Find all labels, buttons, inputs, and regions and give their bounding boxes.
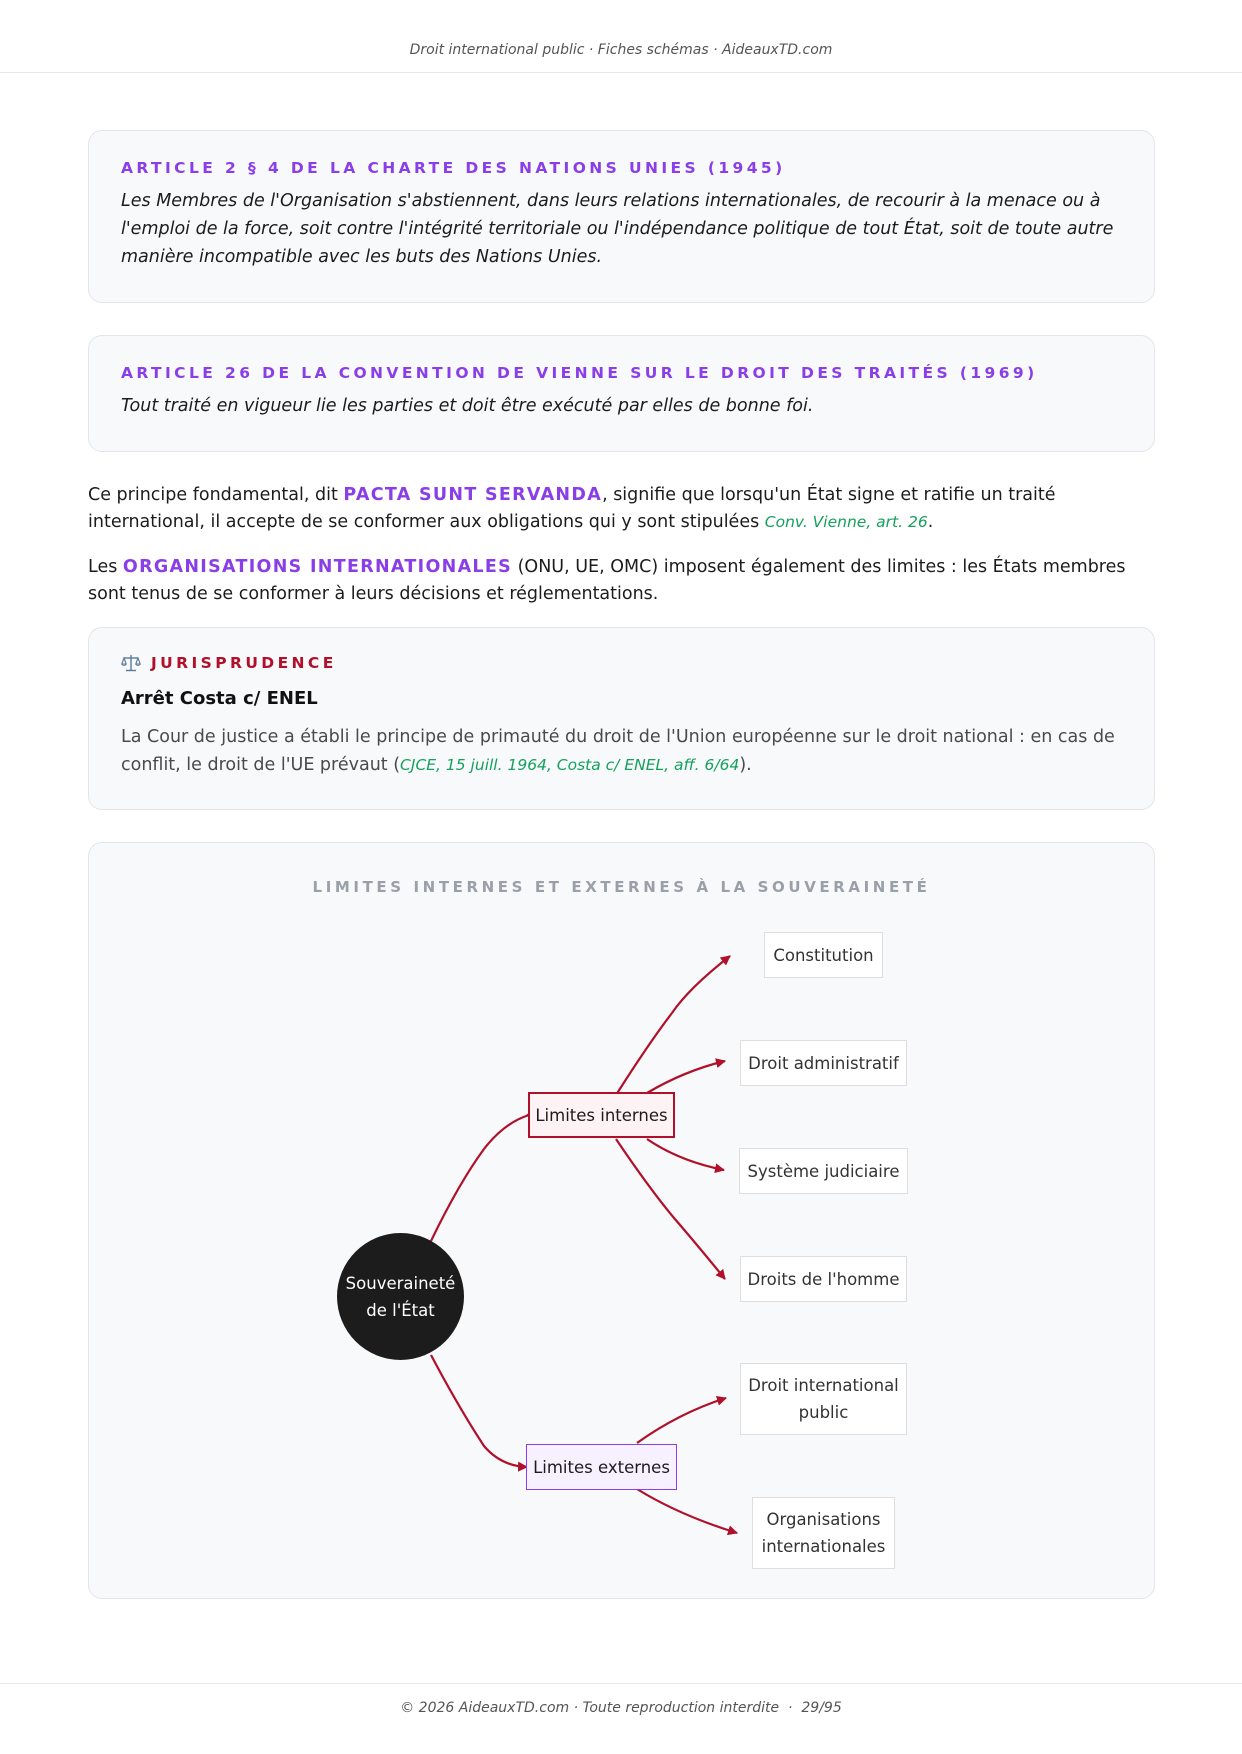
copyright-text: © 2026 AideauxTD.com · Toute reproduction interdite: [400, 1700, 780, 1716]
jurisprudence-header: [121, 654, 1122, 672]
page-header: [0, 0, 1242, 73]
node-constitution: [764, 932, 883, 978]
paragraph-organisations: [88, 554, 1158, 608]
arrow-internal-administratif: [647, 1061, 725, 1093]
arrow-internal-constitution: [616, 956, 730, 1095]
sovereignty-diagram: [88, 842, 1155, 1599]
quote-box-vienne: [88, 335, 1155, 452]
paragraph-pacta: [88, 482, 1158, 536]
arrow-external-dip: [637, 1398, 726, 1443]
quote-title: ARTICLE 2 § 4 DE LA CHARTE DES NATIONS UNIES (1945): [121, 159, 786, 177]
text: ).: [739, 755, 752, 775]
keyword-organisations: ORGANISATIONS INTERNATIONALES: [122, 557, 513, 577]
node-organisations-internationales: [752, 1497, 895, 1569]
node-line1: Organisations: [766, 1510, 881, 1529]
node-droit-administratif: [740, 1040, 907, 1086]
case-name: Arrêt Costa c/ ENEL: [121, 688, 318, 709]
node-line2: internationales: [761, 1537, 886, 1556]
node-label: Droit administratif: [748, 1053, 899, 1073]
text: , signifie que lorsqu'un État signe et ratifie un traité international, il accepte de se conformer aux obligations qui y sont stipulées: [88, 485, 1056, 532]
page-footer: [0, 1683, 1242, 1754]
quote-box-charte: [88, 130, 1155, 303]
arrow-root-internal: [431, 1115, 529, 1241]
quote-text: Tout traité en vigueur lie les parties et doit être exécuté par elles de bonne foi.: [121, 396, 814, 416]
root-line2: de l'État: [366, 1300, 435, 1320]
arrow-internal-droits: [616, 1139, 725, 1279]
arrow-external-oi: [637, 1489, 737, 1533]
keyword-pacta: PACTA SUNT SERVANDA: [343, 485, 603, 505]
text: (ONU, UE, OMC) imposent également des limites : les États membres sont tenus de se conformer à leurs décisions et réglementations.: [88, 557, 1126, 604]
scale-icon: [121, 654, 141, 672]
node-droits-de-lhomme: [740, 1256, 907, 1302]
text: Les: [88, 557, 123, 577]
node-systeme-judiciaire: [739, 1148, 908, 1194]
jurisprudence-title: JURISPRUDENCE: [151, 654, 337, 672]
text: Ce principe fondamental, dit: [88, 485, 344, 505]
case-reference: CJCE, 15 juill. 1964, Costa c/ ENEL, aff. 6/64: [400, 756, 740, 774]
root-node-souverainete: [337, 1233, 464, 1360]
text: .: [927, 512, 934, 532]
quote-title: ARTICLE 26 DE LA CONVENTION DE VIENNE SUR LE DROIT DES TRAITÉS (1969): [121, 364, 1038, 382]
quote-text: Les Membres de l'Organisation s'abstiennent, dans leurs relations internationales, de recourir à la menace ou à l'emploi de la force, soit contre l'intégrité territoriale ou l'indépendance politique de tout État, soit de toute autre manière incompatible avec les buts des Nations Unies.: [121, 191, 1114, 267]
footer-text: © 2026 AideauxTD.com · Toute reproduction interdite · 29/95: [400, 1700, 842, 1716]
node-limites-internes: [528, 1092, 675, 1138]
page-number: 29/95: [801, 1700, 842, 1716]
arrow-root-external: [431, 1355, 527, 1467]
diagram-title: LIMITES INTERNES ET EXTERNES À LA SOUVERAINETÉ: [312, 878, 931, 896]
root-line1: Souveraineté: [345, 1273, 456, 1293]
node-label: Système judiciaire: [747, 1161, 900, 1181]
jurisprudence-text: [121, 723, 1122, 779]
node-line1: Droit international: [748, 1376, 899, 1395]
node-line2: public: [798, 1403, 849, 1422]
node-droit-international-public: [740, 1363, 907, 1435]
header-text: Droit international public · Fiches schémas · AideauxTD.com: [409, 42, 833, 58]
node-label: Limites externes: [533, 1457, 670, 1477]
node-label: Constitution: [773, 945, 874, 965]
node-label: Droits de l'homme: [747, 1269, 900, 1289]
node-label: Limites internes: [535, 1105, 668, 1125]
arrow-internal-judiciaire: [647, 1139, 724, 1170]
legal-reference: Conv. Vienne, art. 26: [764, 513, 928, 531]
text: La Cour de justice a établi le principe de primauté du droit de l'Union européenne sur le droit national : en cas de conflit, le droit de l'UE prévaut (: [121, 727, 1115, 775]
node-limites-externes: [526, 1444, 677, 1490]
jurisprudence-box: [88, 627, 1155, 810]
